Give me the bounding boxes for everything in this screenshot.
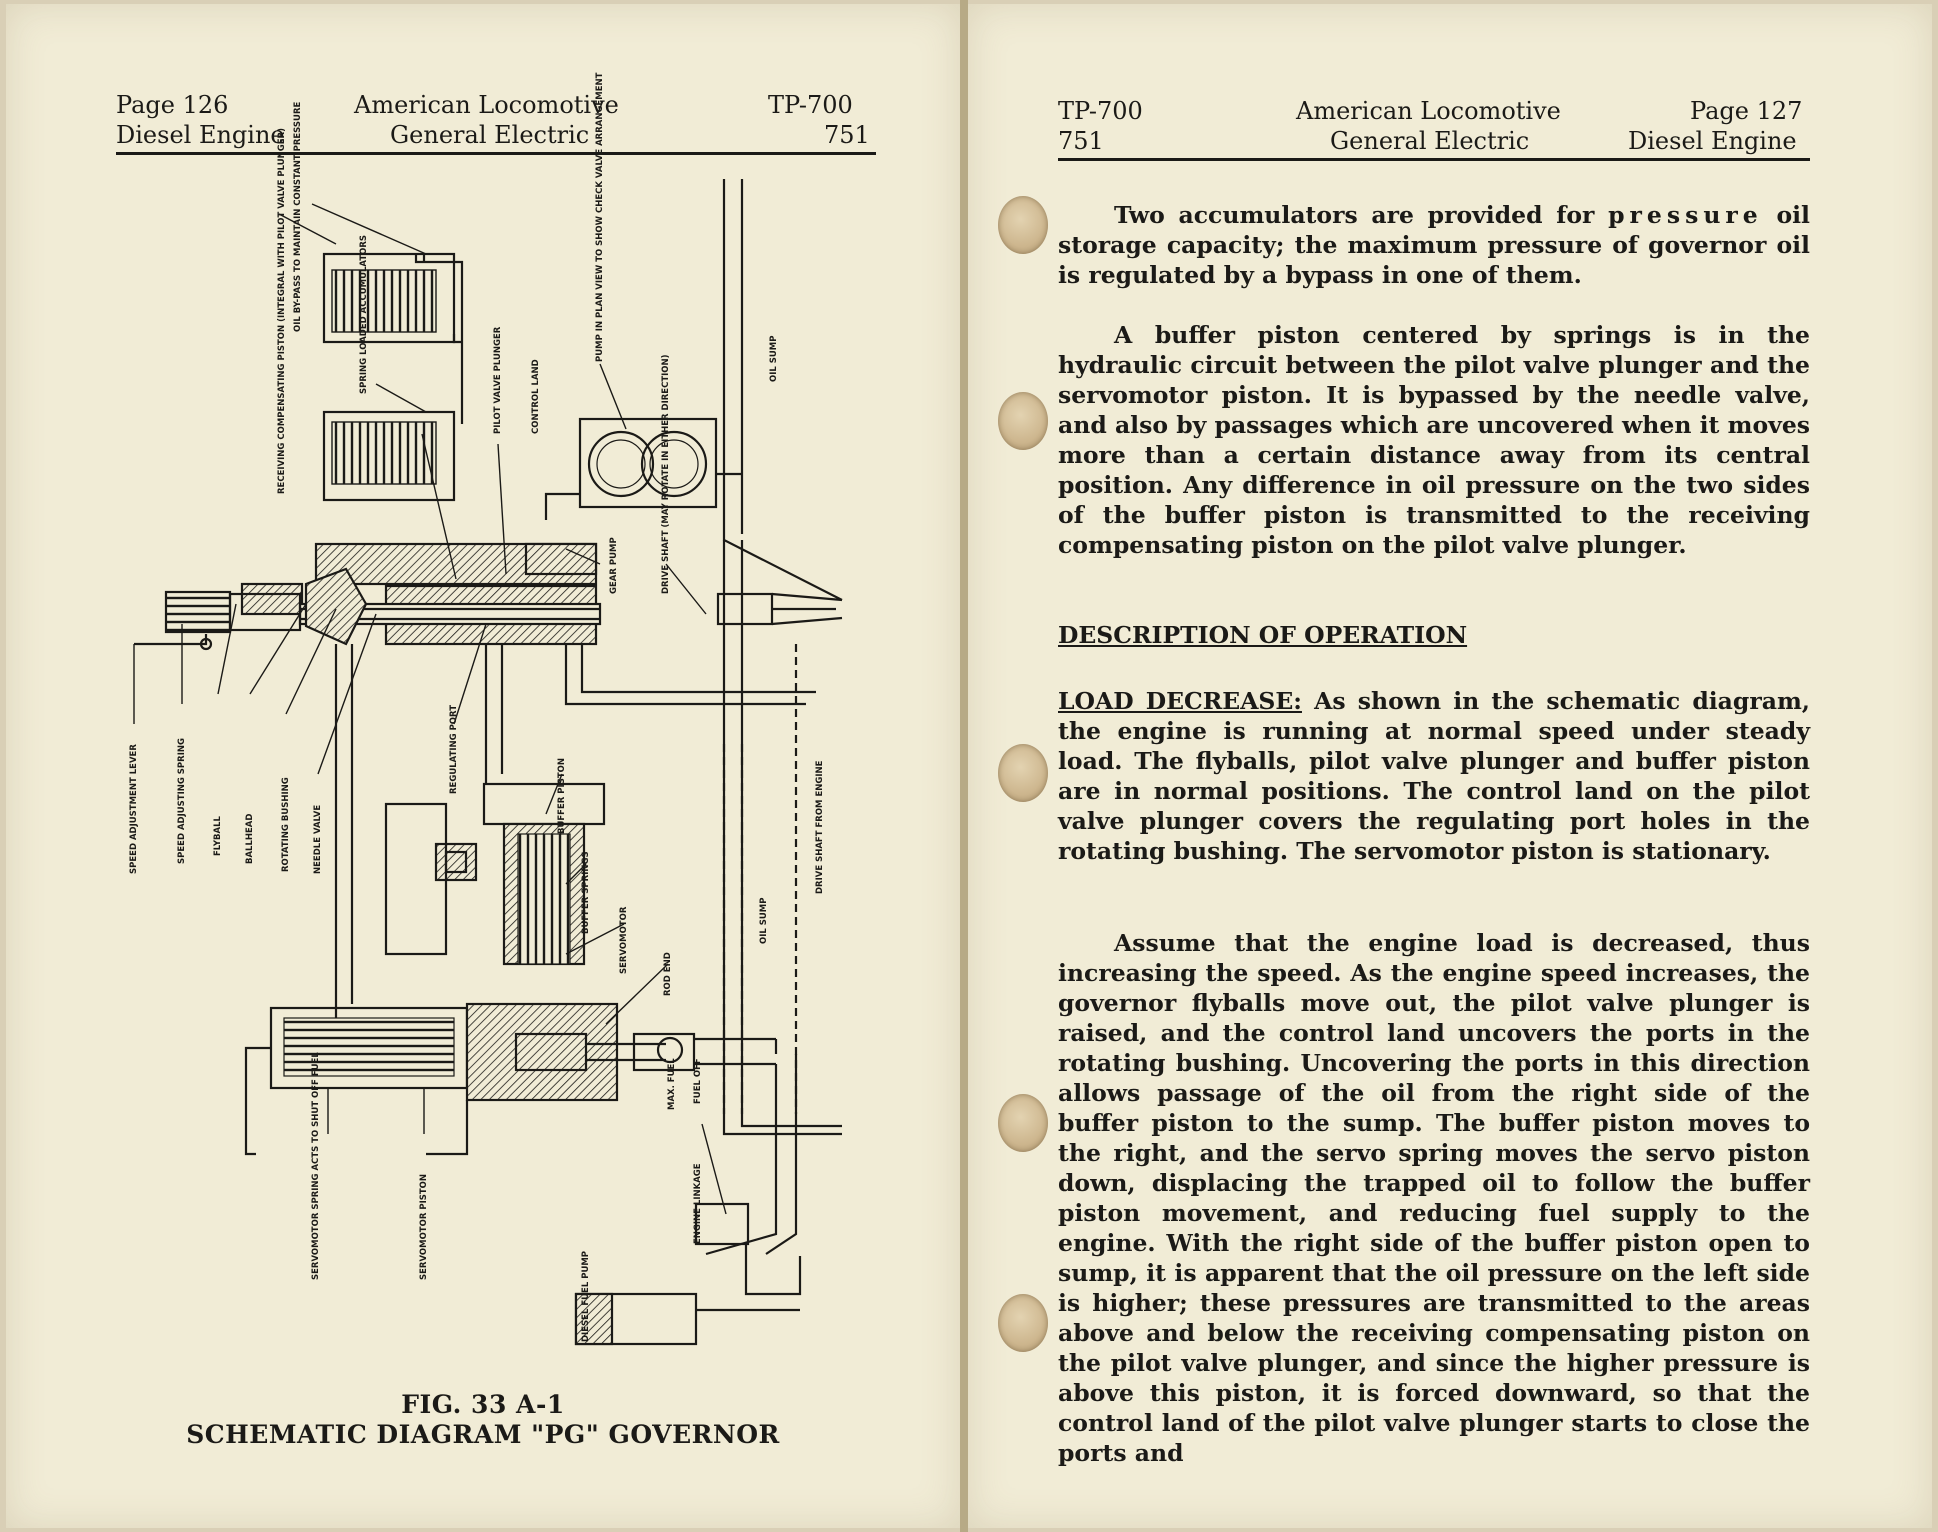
paragraph-buffer-piston: A buffer piston centered by springs is in the hydraulic circuit between the pilot valve plunger and the servomotor piston. It is bypassed by the needle valve, and also by passages which are uncovered when it moves more than a certain distance away from its central position. Any difference in oil pressure on the two sides of the buffer piston is transmitted to the receiving compensating piston on the pilot valve plunger. [1058, 321, 1810, 559]
paragraph-accumulators: Two accumulators are provided for pressure oil storage capacity; the maximum pressure of governor oil is regulated by a bypass in one of them. [1058, 201, 1810, 289]
binder-hole-1 [998, 196, 1048, 254]
label-regulating-port: REGULATING PORT [449, 705, 459, 794]
label-buffer-piston: BUFFER PISTON [557, 758, 567, 834]
right-page [968, 4, 1932, 1528]
left-doc-number: TP-700 [768, 91, 853, 119]
label-spring-accumulators: SPRING LOADED ACCUMULATORS [359, 234, 369, 394]
right-company-line1: American Locomotive [1296, 97, 1561, 125]
binder-hole-4 [998, 1094, 1048, 1152]
right-doc-number: TP-700 [1058, 97, 1143, 125]
left-page [6, 4, 960, 1528]
label-engine-linkage: ENGINE LINKAGE [693, 1163, 703, 1244]
label-servomotor-spring: SERVOMOTOR SPRING ACTS TO SHUT OFF FUEL [311, 1052, 321, 1280]
right-company-line2: General Electric [1330, 127, 1530, 155]
binder-hole-5 [998, 1294, 1048, 1352]
label-speed-adjustment-lever: SPEED ADJUSTMENT LEVER [129, 744, 139, 874]
label-diesel-fuel-pump: DIESEL FUEL PUMP [581, 1250, 591, 1342]
right-page-number: Page 127 [1690, 97, 1803, 125]
label-rotating-bushing: ROTATING BUSHING [281, 777, 291, 872]
paragraph-load-decrease: LOAD DECREASE: As shown in the schematic diagram, the engine is running at normal speed under steady load. The flyballs, pilot valve plunger and buffer piston are in normal positions. The control land on the pilot valve plunger covers the regulating port holes in the rotating bushing. The servomotor piston is stationary. [1058, 687, 1810, 865]
left-section-title: Diesel Engine [116, 121, 285, 149]
label-pilot-valve-plunger: PILOT VALVE PLUNGER [493, 326, 503, 434]
label-servomotor: SERVOMOTOR [619, 906, 629, 974]
label-receiving-piston: RECEIVING COMPENSATING PISTON (INTEGRAL WITH PILOT VALVE PLUNGER) [277, 128, 287, 494]
paragraph-assume-load: Assume that the engine load is decreased, thus increasing the speed. As the engine speed increases, the governor flyballs move out, the pilot valve plunger is raised, and the control land uncovers the ports in the rotating bushing. Uncovering the ports in this direction allows passage of the oil from the right side of the buffer piston to the sump. The buffer piston moves to the right, and the servo spring moves the servo piston down, displacing the trapped oil to follow the buffer piston movement, and reducing fuel supply to the engine. With the right side of the buffer piston open to sump, it is apparent that the oil pressure on the left side is higher; these pressures are transmitted to the areas above and below the receiving compensating piston on the pilot valve plunger, and since the higher pressure is above this piston, it is forced downward, so that the control land of the pilot valve plunger starts to close the ports and [1058, 929, 1810, 1467]
left-page-number: Page 126 [116, 91, 229, 119]
label-pump-plan-view: PUMP IN PLAN VIEW TO SHOW CHECK VALVE ARRANGEMENT [595, 72, 605, 362]
label-gear-pump: GEAR PUMP [609, 537, 619, 594]
label-rod-end: ROD END [663, 952, 673, 996]
figure-caption: SCHEMATIC DIAGRAM "PG" GOVERNOR [186, 1420, 780, 1449]
label-fuel-off-a: FUEL OFF [693, 1058, 703, 1104]
left-company-line1: American Locomotive [354, 91, 619, 119]
section-heading: DESCRIPTION OF OPERATION [1058, 621, 1468, 649]
binder-hole-3 [998, 744, 1048, 802]
pg-governor-schematic [6, 4, 960, 1404]
label-buffer-springs: BUFFER SPRINGS [581, 851, 591, 934]
left-doc-sub: 751 [824, 121, 870, 149]
label-flyball: FLYBALL [213, 816, 223, 856]
label-needle-valve: NEEDLE VALVE [313, 804, 323, 874]
label-max-fuel-a: MAX. FUEL [667, 1058, 677, 1110]
label-ballhead: BALLHEAD [245, 813, 255, 864]
right-section-title: Diesel Engine [1628, 127, 1797, 155]
left-company-line2: General Electric [390, 121, 590, 149]
label-control-land: CONTROL LAND [531, 359, 541, 434]
label-oil-sump-top: OIL SUMP [769, 335, 779, 382]
label-speed-adjusting-spring: SPEED ADJUSTING SPRING [177, 738, 187, 864]
binder-hole-2 [998, 392, 1048, 450]
label-oil-sump-bottom: OIL SUMP [759, 897, 769, 944]
label-drive-shaft-rotate: DRIVE SHAFT (MAY ROTATE IN EITHER DIRECTION) [661, 354, 671, 594]
right-header-rule [1058, 158, 1810, 161]
right-doc-sub: 751 [1058, 127, 1104, 155]
label-drive-shaft-from-engine: DRIVE SHAFT FROM ENGINE [815, 760, 825, 894]
figure-number: FIG. 33 A-1 [401, 1390, 565, 1419]
label-servomotor-piston: SERVOMOTOR PISTON [419, 1174, 429, 1280]
book-gutter [960, 0, 968, 1532]
label-oil-bypass: OIL BY-PASS TO MAINTAIN CONSTANT PRESSURE [293, 101, 303, 332]
